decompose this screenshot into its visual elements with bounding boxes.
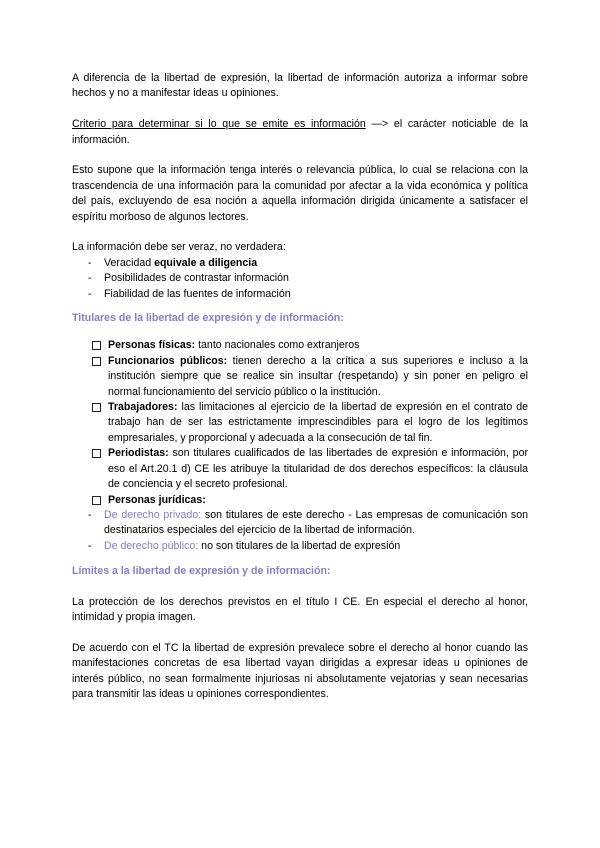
section-heading-limites: Límites a la libertad de expresión y de información:	[72, 565, 331, 578]
paragraph-criterio	[72, 117, 528, 148]
paragraph-proteccion: La protección de los derechos previstos en el título I CE. En especial el derecho al honor, intimidad y propia imagen.	[72, 595, 528, 623]
section-heading-titulares: Titulares de la libertad de expresión y de información:	[72, 312, 344, 325]
juridicas-list	[72, 508, 528, 554]
list-item: - Fiabilidad de las fuentes de información	[88, 287, 528, 302]
checkbox-icon[interactable]	[92, 496, 101, 505]
checkbox-icon[interactable]	[92, 357, 101, 366]
criterio-result: —> el carácter noticiable de la información.	[72, 118, 528, 146]
list-item: - De derecho privado: son titulares de este derecho - Las empresas de comunicación son destinatarios especiales del ejercicio de la libertad de información.	[88, 508, 528, 539]
paragraph-intro: A diferencia de la libertad de expresión, la libertad de información autoriza a informar sobre hechos y no a manifestar ideas u opiniones.	[72, 72, 528, 100]
veraz-intro: La información debe ser veraz, no verdadera:	[72, 241, 286, 254]
checklist-item: Periodistas: son titulares cualificados de las libertades de expresión e información, por eso el Art.20.1 d) CE les atribuye la titularidad de dos derechos específicos: la cláusula de conciencia y el secreto profesional.	[92, 446, 528, 492]
titulares-checklist	[72, 338, 528, 507]
document-page	[72, 71, 528, 702]
checklist-item: Trabajadores: las limitaciones al ejercicio de la libertad de expresión en el contrato de trabajo han de ser las estrictamente imprescindibles para el logro de los legítimos empresariales, y proporcional y adecuada a la consecución de tal fin.	[92, 400, 528, 446]
checklist-item: Personas físicas: tanto nacionales como extranjeros	[92, 338, 528, 353]
paragraph-tc: De acuerdo con el TC la libertad de expresión prevalece sobre el derecho al honor cuando las manifestaciones concretas de esa libertad vayan dirigidas a expresar ideas u opiniones de interés público, no sean formalmente injuriosas ni absolutamente vejatorias y sean necesarias para transmitir las ideas u opiniones correspondientes.	[72, 641, 528, 700]
list-item: - Veracidad equivale a diligencia	[88, 256, 528, 271]
list-item: - De derecho público: no son titulares de la libertad de expresión	[88, 539, 528, 554]
paragraph-relevancia: Esto supone que la información tenga interés o relevancia pública, lo cual se relaciona con la trascendencia de una información para la comunidad por afectar a la vida económica y política del país, excluyendo de esa noción a aquella información dirigida únicamente a satisfacer el espíritu morboso de algunos lectores.	[72, 164, 528, 223]
checklist-item: Funcionarios públicos: tienen derecho a la crítica a sus superiores e incluso a la institución siempre que se realice sin insultar (respetando) y sin poner en peligro el normal funcionamiento del servicio público o la institución.	[92, 354, 528, 400]
veraz-list	[72, 256, 528, 302]
list-item: - Posibilidades de contrastar información	[88, 271, 528, 286]
criterio-underlined: Criterio para determinar si lo que se emite es información	[72, 118, 366, 131]
checklist-item: Personas jurídicas:	[92, 493, 528, 508]
checkbox-icon[interactable]	[92, 449, 101, 458]
checkbox-icon[interactable]	[92, 403, 101, 412]
checkbox-icon[interactable]	[92, 341, 101, 350]
